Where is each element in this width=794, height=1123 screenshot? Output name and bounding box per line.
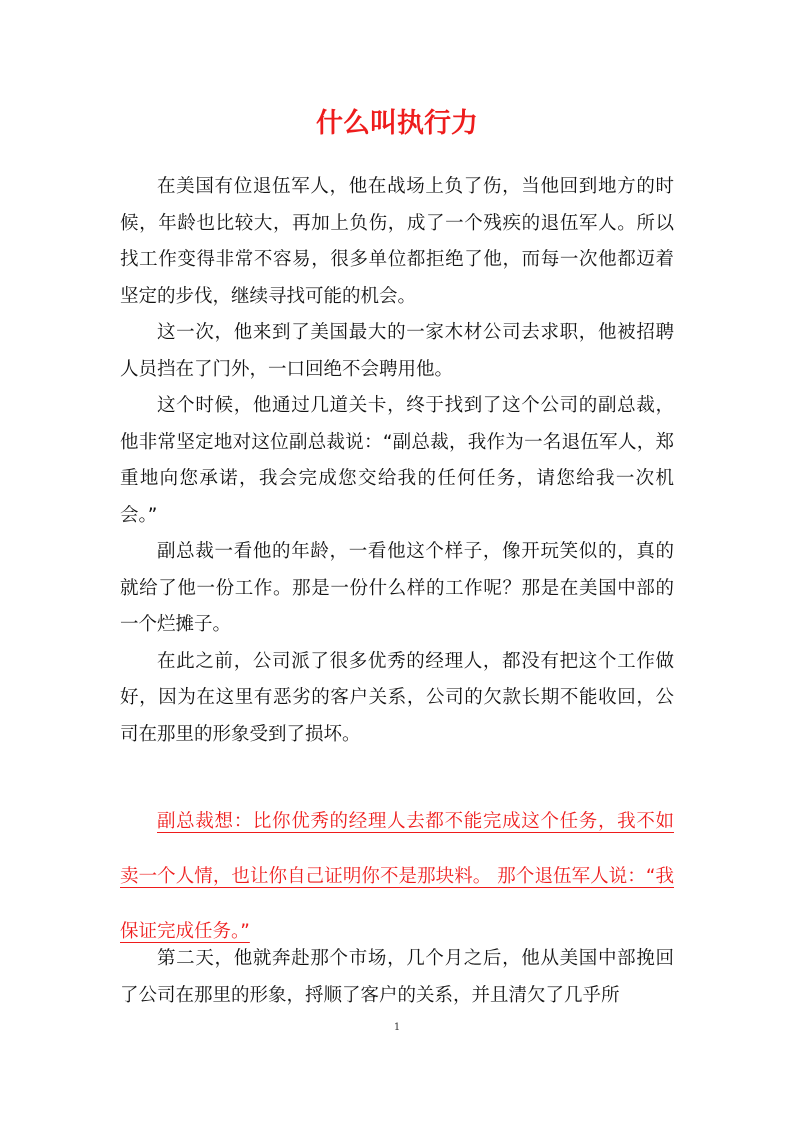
highlighted-paragraph: 副总裁想：比你优秀的经理人去都不能完成这个任务，我不如卖一个人情，也让你自己证明你不是那块料。 那个退伍军人说：“我保证完成任务。” <box>120 811 674 942</box>
paragraph-4: 副总裁一看他的年龄，一看他这个样子，像开玩笑似的，真的就给了他一份工作。那是一份什么样的工作呢？那是在美国中部的一个烂摊子。 <box>120 541 674 635</box>
paragraph-2: 这一次，他来到了美国最大的一家木材公司去求职，他被招聘人员挡在了门外，一口回绝不会聘用他。 <box>120 322 674 380</box>
paragraph-3: 这个时候，他通过几道关卡，终于找到了这个公司的副总裁，他非常坚定地对这位副总裁说：“副总裁，我作为一名退伍军人，郑重地向您承诺，我会完成您交给我的任何任务，请您给我一次机会。” <box>120 395 674 526</box>
document-body <box>120 169 674 753</box>
document-title: 什么叫执行力 <box>316 108 478 139</box>
paragraph-1: 在美国有位退伍军人，他在战场上负了伤，当他回到地方的时候，年龄也比较大，再加上负伤，成了一个残疾的退伍军人。所以找工作变得非常不容易，很多单位都拒绝了他，而每一次他都迈着坚定的步伐，继续寻找可能的机会。 <box>120 176 674 307</box>
paragraph-5: 在此之前，公司派了很多优秀的经理人，都没有把这个工作做好，因为在这里有恶劣的客户关系，公司的欠款长期不能收回，公司在那里的形象受到了损坏。 <box>120 650 674 745</box>
document-body-continued <box>120 941 674 1014</box>
paragraph-6: 第二天，他就奔赴那个市场，几个月之后，他从美国中部挽回了公司在那里的形象，捋顺了客户的关系，并且清欠了几乎所 <box>120 948 674 1006</box>
page-number: 1 <box>393 1022 401 1033</box>
